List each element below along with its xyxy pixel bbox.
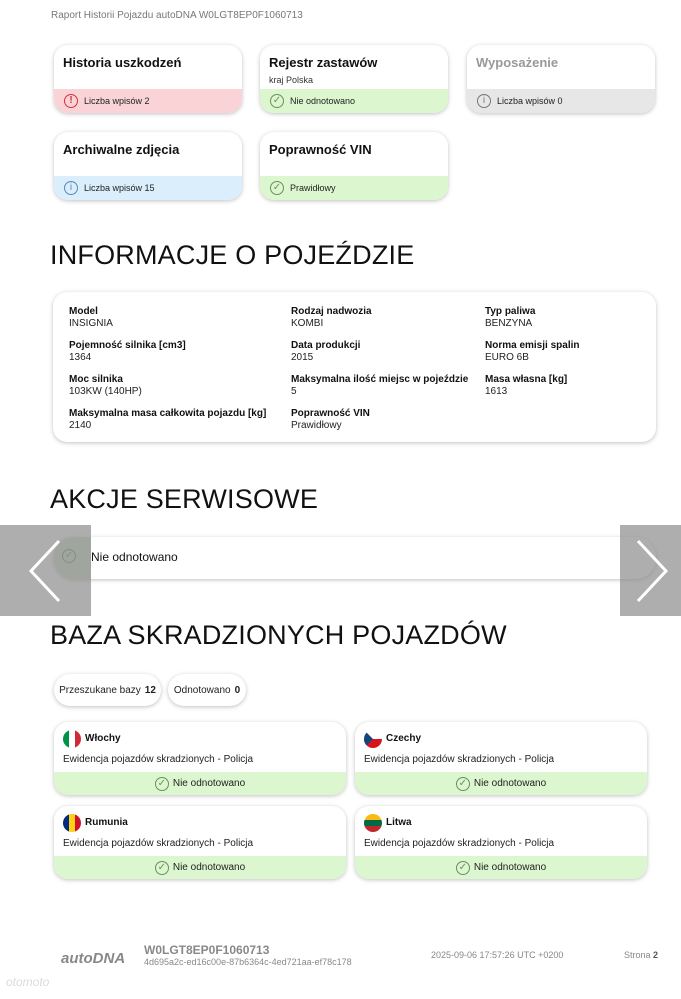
status-bar bbox=[467, 89, 655, 113]
card-title: Rejestr zastawów bbox=[269, 55, 378, 70]
field-model bbox=[69, 306, 113, 329]
report-header: Raport Historii Pojazdu autoDNA W0LGT8EP0F1060713 bbox=[51, 10, 303, 21]
field-value: Prawidłowy bbox=[291, 420, 342, 431]
vehicle-info-heading: INFORMACJE O POJEŹDZIE bbox=[50, 240, 415, 270]
status-bar bbox=[260, 176, 448, 200]
field-value: 5 bbox=[291, 386, 297, 397]
status-bar bbox=[355, 772, 647, 795]
field-label: Masa własna [kg] bbox=[485, 374, 568, 385]
found-label: Odnotowano bbox=[173, 684, 231, 696]
field-max-gross-weight bbox=[69, 408, 266, 431]
searched-label: Przeszukane bazy bbox=[59, 684, 141, 696]
field-label: Rodzaj nadwozia bbox=[291, 306, 372, 317]
field-emission-standard bbox=[485, 340, 579, 363]
czech-flag-icon bbox=[364, 730, 382, 748]
vin-validity-card[interactable] bbox=[260, 132, 448, 200]
check-icon: ✓ bbox=[456, 777, 470, 791]
czech-flag-triangle bbox=[364, 730, 382, 748]
field-value: 1613 bbox=[485, 386, 508, 397]
field-value: 1364 bbox=[69, 352, 92, 363]
service-actions-card bbox=[54, 537, 656, 579]
otomoto-watermark: otomoto bbox=[6, 975, 50, 989]
database-description: Ewidencja pojazdów skradzionych - Policja bbox=[63, 838, 254, 849]
stolen-db-card-italy bbox=[54, 722, 346, 795]
italy-flag-icon bbox=[63, 730, 81, 748]
field-value: 2140 bbox=[69, 420, 92, 431]
card-title: Archiwalne zdjęcia bbox=[63, 142, 180, 157]
field-label: Data produkcji bbox=[291, 340, 361, 351]
field-label: Maksymalna masa całkowita pojazdu [kg] bbox=[69, 408, 267, 419]
card-title: Historia uszkodzeń bbox=[63, 55, 182, 70]
archive-photos-card[interactable] bbox=[54, 132, 242, 200]
status-text: Nie odnotowano bbox=[473, 778, 547, 789]
status-bar bbox=[54, 89, 242, 113]
field-engine-capacity bbox=[69, 340, 186, 363]
card-title: Wyposażenie bbox=[476, 55, 559, 70]
field-engine-power bbox=[69, 374, 142, 397]
stolen-db-heading: BAZA SKRADZIONYCH POJAZDÓW bbox=[50, 620, 507, 650]
field-label: Norma emisji spalin bbox=[485, 340, 580, 351]
check-icon: ✓ bbox=[155, 861, 169, 875]
chevron-right-icon bbox=[631, 536, 671, 606]
country-name: Litwa bbox=[386, 817, 412, 828]
field-label: Pojemność silnika [cm3] bbox=[69, 340, 186, 351]
field-fuel-type bbox=[485, 306, 535, 329]
field-max-seats bbox=[291, 374, 468, 397]
card-title: Poprawność VIN bbox=[269, 142, 372, 157]
check-icon: ✓ bbox=[270, 181, 284, 195]
status-text: Nie odnotowano bbox=[290, 96, 356, 106]
field-label: Poprawność VIN bbox=[291, 408, 370, 419]
warning-icon: ! bbox=[64, 94, 78, 108]
field-body-type bbox=[291, 306, 372, 329]
country-name: Czechy bbox=[386, 733, 422, 744]
vehicle-info-card bbox=[53, 292, 656, 442]
card-subtitle: kraj Polska bbox=[269, 75, 314, 85]
romania-flag-icon bbox=[63, 814, 81, 832]
check-icon: ✓ bbox=[456, 861, 470, 875]
database-description: Ewidencja pojazdów skradzionych - Policja bbox=[364, 754, 555, 765]
status-text: Liczba wpisów 15 bbox=[84, 183, 155, 193]
field-value: INSIGNIA bbox=[69, 318, 113, 329]
status-bar bbox=[260, 89, 448, 113]
field-value: KOMBI bbox=[291, 318, 324, 329]
field-label: Typ paliwa bbox=[485, 306, 536, 317]
info-icon: i bbox=[64, 181, 78, 195]
stolen-db-card-czechia bbox=[355, 722, 647, 795]
country-name: Włochy bbox=[85, 733, 121, 744]
status-bar bbox=[54, 176, 242, 200]
page-number-value: 2 bbox=[653, 950, 659, 960]
field-production-date bbox=[291, 340, 360, 363]
info-icon: i bbox=[477, 94, 491, 108]
status-text: Liczba wpisów 0 bbox=[497, 96, 563, 106]
previous-page-button[interactable] bbox=[0, 525, 91, 616]
stolen-db-card-lithuania bbox=[355, 806, 647, 879]
damage-history-card[interactable] bbox=[54, 45, 242, 113]
field-label: Maksymalna ilość miejsc w pojeździe bbox=[291, 374, 469, 385]
lien-registry-card[interactable] bbox=[260, 45, 448, 113]
check-icon: ✓ bbox=[270, 94, 284, 108]
status-bar bbox=[54, 856, 346, 879]
status-text: Nie odnotowano bbox=[473, 862, 547, 873]
equipment-card[interactable] bbox=[467, 45, 655, 113]
check-icon: ✓ bbox=[155, 777, 169, 791]
field-label: Model bbox=[69, 306, 98, 317]
stolen-db-card-romania bbox=[54, 806, 346, 879]
chevron-left-icon bbox=[26, 536, 66, 606]
found-records-pill bbox=[168, 674, 246, 706]
field-value: 2015 bbox=[291, 352, 314, 363]
country-name: Rumunia bbox=[85, 817, 128, 828]
page-number bbox=[624, 950, 658, 960]
next-page-button[interactable] bbox=[620, 525, 681, 616]
status-text: Liczba wpisów 2 bbox=[84, 96, 150, 106]
searched-databases-pill bbox=[54, 674, 161, 706]
field-label: Moc silnika bbox=[69, 374, 123, 385]
autodna-logo: autoDNA bbox=[61, 950, 126, 967]
database-description: Ewidencja pojazdów skradzionych - Policja bbox=[63, 754, 254, 765]
status-text: Nie odnotowano bbox=[172, 862, 246, 873]
footer-vin: W0LGT8EP0F1060713 bbox=[144, 943, 270, 957]
service-status: Nie odnotowano bbox=[91, 550, 178, 564]
status-bar bbox=[54, 772, 346, 795]
status-text: Nie odnotowano bbox=[172, 778, 246, 789]
field-vin-validity bbox=[291, 408, 370, 431]
found-count: 0 bbox=[234, 684, 241, 696]
database-description: Ewidencja pojazdów skradzionych - Policja bbox=[364, 838, 555, 849]
field-curb-weight bbox=[485, 374, 567, 397]
field-value: BENZYNA bbox=[485, 318, 533, 329]
status-text: Prawidłowy bbox=[290, 183, 336, 193]
footer-hash: 4d695a2c-ed16c00e-87b6364c-4ed721aa-ef78c178 bbox=[144, 957, 352, 967]
field-value: EURO 6B bbox=[485, 352, 529, 363]
field-value: 103KW (140HP) bbox=[69, 386, 142, 397]
footer-datetime: 2025-09-06 17:57:26 UTC +0200 bbox=[431, 950, 564, 960]
service-actions-heading: AKCJE SERWISOWE bbox=[50, 484, 319, 514]
lithuania-flag-icon bbox=[364, 814, 382, 832]
status-bar bbox=[355, 856, 647, 879]
searched-count: 12 bbox=[144, 684, 156, 696]
page-label: Strona bbox=[624, 950, 651, 960]
